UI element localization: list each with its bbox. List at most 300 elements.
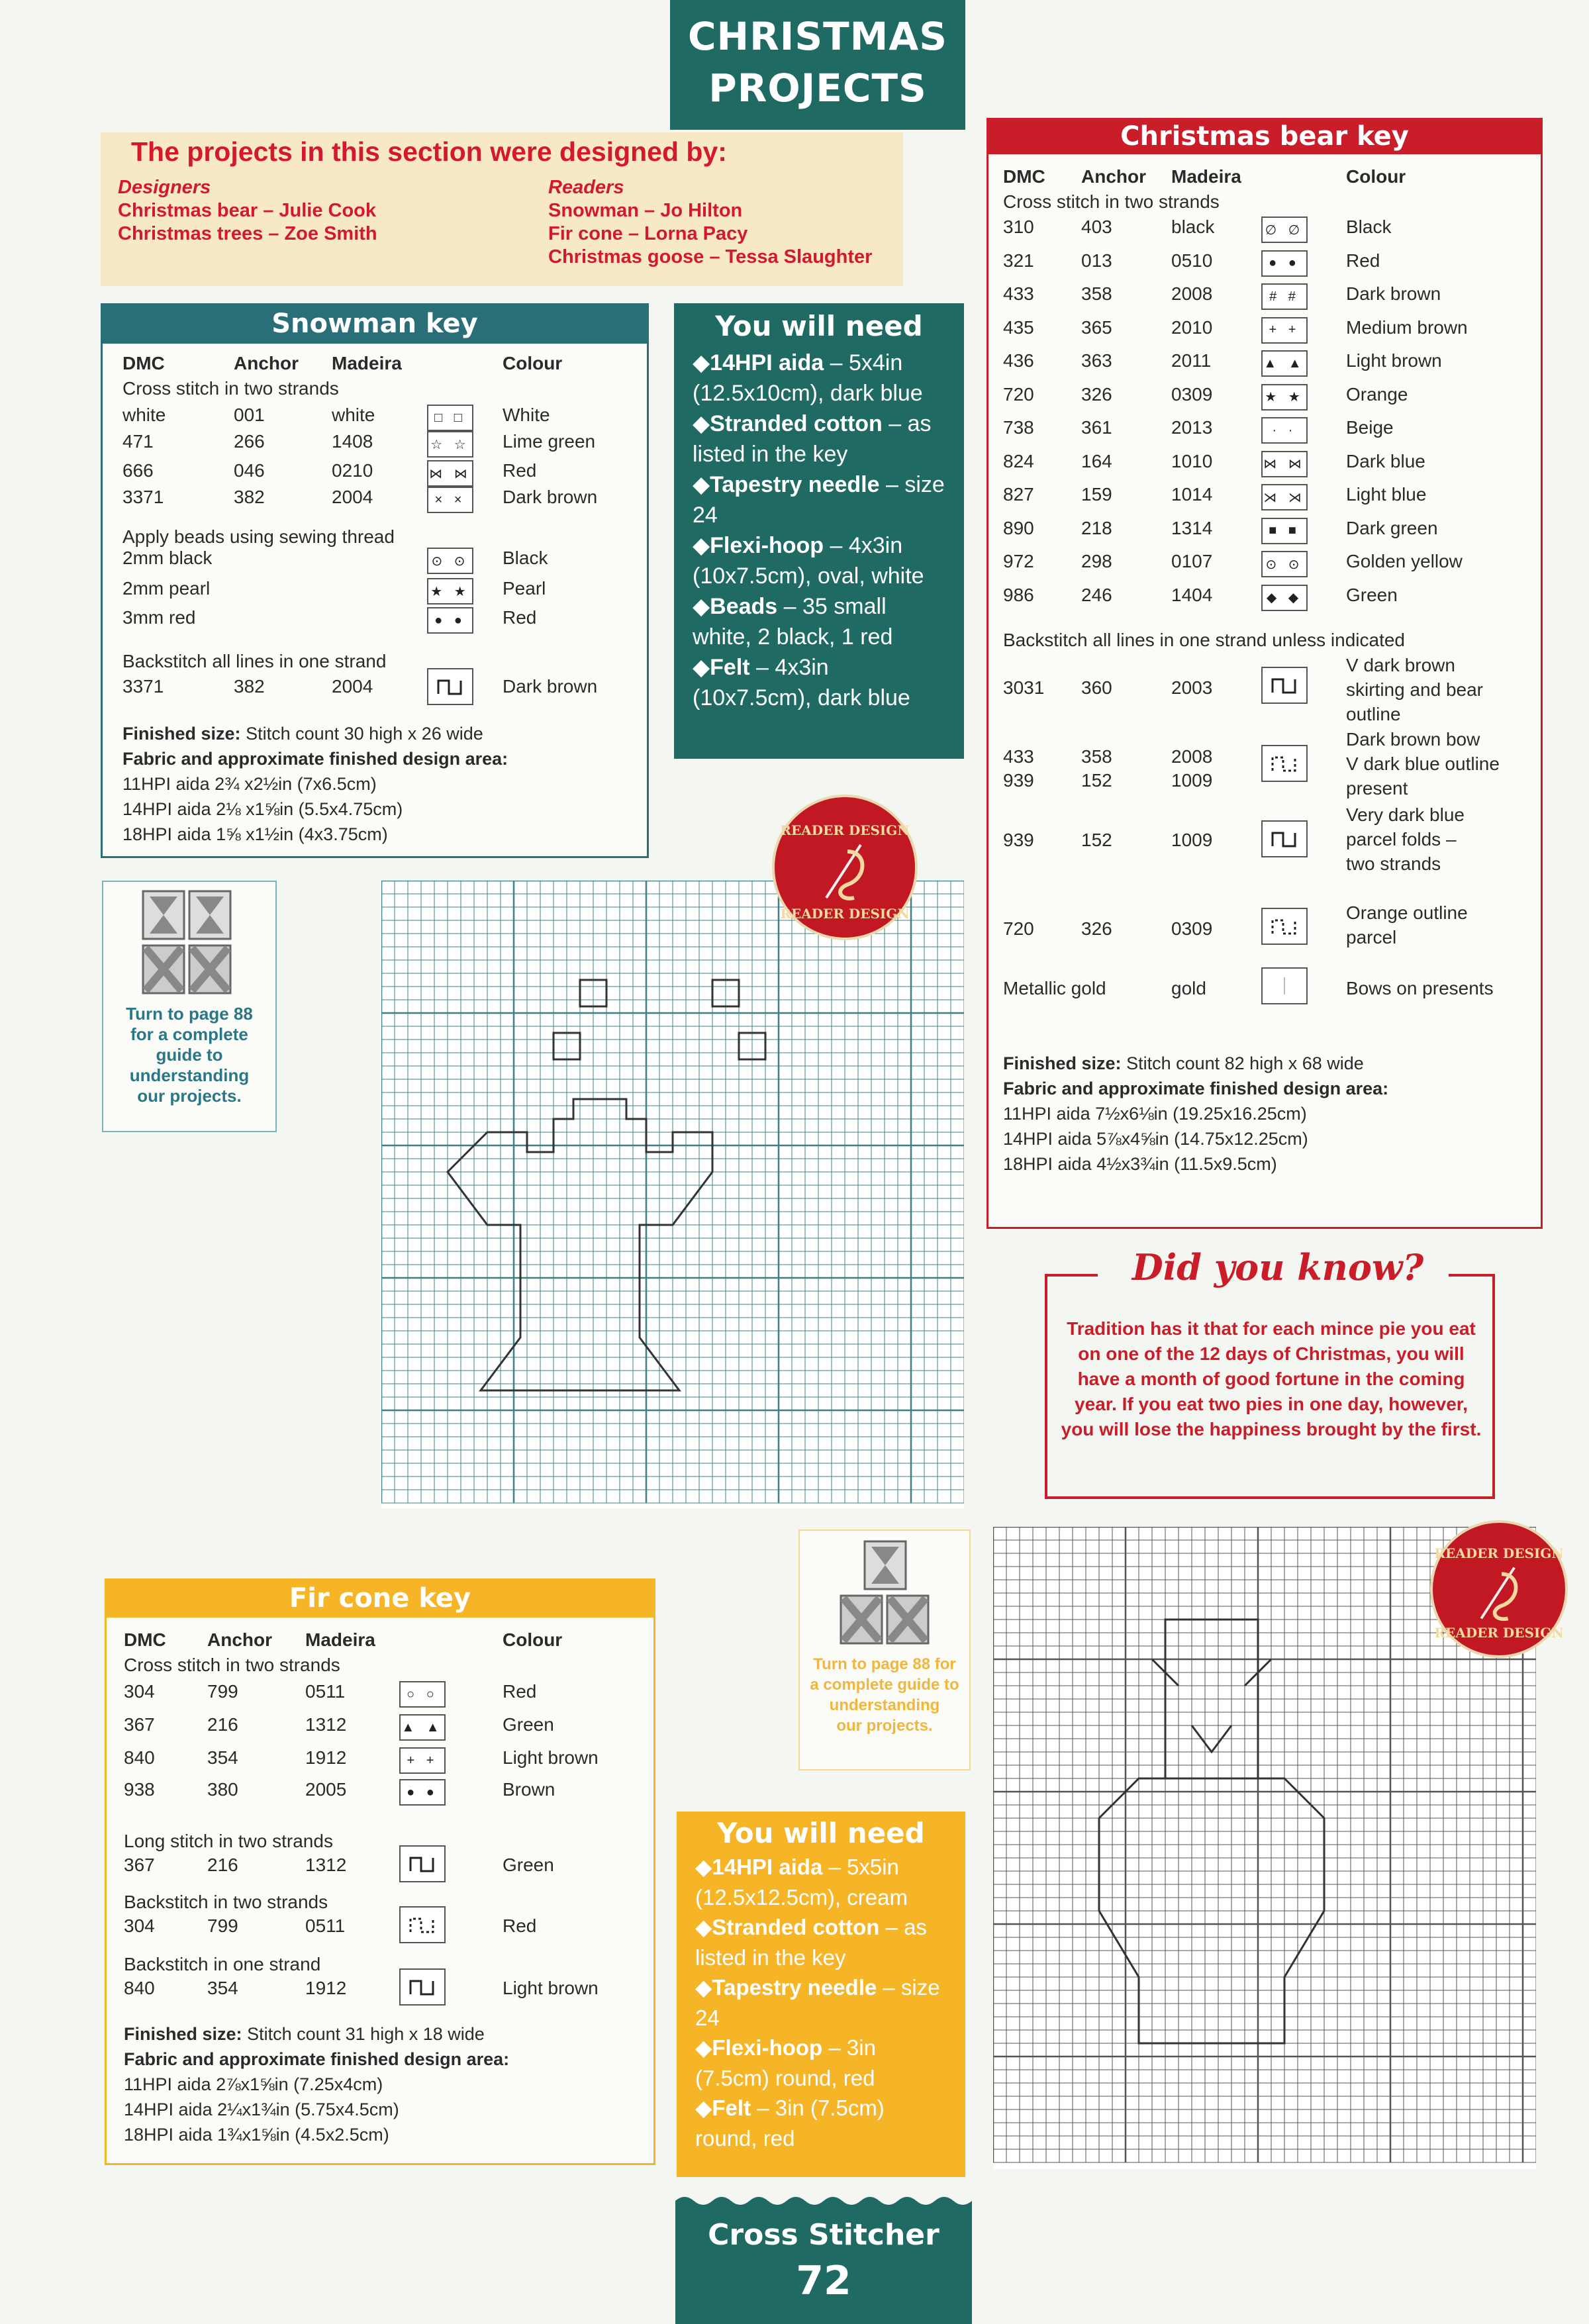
symbol-swatch: ▲ ▲	[399, 1714, 446, 1741]
fabric-label: Fabric and approximate finished design area:	[124, 2049, 510, 2069]
section-colour: Light brown	[503, 1978, 599, 1998]
need-item	[693, 530, 945, 591]
bead-size: 2mm black	[122, 548, 213, 568]
key-anchor: 159	[1081, 484, 1112, 505]
key-madeira: 0510	[1171, 250, 1213, 271]
badge-text: READER DESIGN	[780, 906, 910, 922]
bear-key-title: Christmas bear key	[988, 120, 1541, 154]
section-dmc: 367	[124, 1855, 155, 1875]
back-colour: parcel folds –	[1346, 829, 1457, 849]
designers-label: Designers	[118, 177, 211, 198]
key-colour: Light brown	[503, 1747, 599, 1768]
key-madeira: 1010	[1171, 450, 1213, 471]
need-item	[693, 469, 945, 530]
fabric-line: 11HPI aida 2¾ x2½in (7x6.5cm)	[122, 774, 377, 794]
snowman-chart-grid	[381, 881, 964, 1508]
col-colour: Colour	[503, 1629, 563, 1650]
key-colour: White	[503, 405, 550, 425]
back-madeira: gold	[1171, 978, 1206, 998]
reader-line: Christmas goose – Tessa Slaughter	[548, 246, 873, 267]
key-anchor: 046	[234, 460, 265, 481]
fabric-line: 14HPI aida 2¼x1¾in (5.75x4.5cm)	[124, 2100, 399, 2119]
reader-line: Fir cone – Lorna Pacy	[548, 223, 748, 244]
need-item-detail: – size 24	[693, 472, 945, 528]
col-anchor: Anchor	[1081, 166, 1146, 187]
key-colour: Dark green	[1346, 517, 1438, 538]
key-anchor: 382	[234, 487, 265, 507]
key-colour: Medium brown	[1346, 316, 1468, 338]
stitch-guide-icon	[142, 890, 234, 996]
col-madeira: Madeira	[1171, 166, 1241, 187]
symbol-swatch: ■ ■	[1261, 518, 1308, 544]
key-dmc: 321	[1003, 250, 1034, 271]
section-madeira: 1312	[305, 1855, 347, 1875]
fir-leaf-motif	[1152, 1659, 1271, 1752]
key-dmc: 890	[1003, 517, 1034, 538]
key-colour: Light blue	[1346, 484, 1427, 505]
key-colour: Black	[1346, 217, 1392, 237]
key-dmc: white	[122, 405, 166, 425]
symbol-swatch: □ □	[427, 405, 473, 431]
back-dmc: 3371	[122, 676, 164, 697]
key-anchor: 358	[1081, 283, 1112, 304]
bead-swatch: ★ ★	[427, 578, 473, 605]
did-you-know-rule	[1045, 1274, 1098, 1277]
guide-line: understanding	[129, 1065, 250, 1085]
need-item-detail: – 5x5in (12.5x12.5cm), cream	[695, 1855, 908, 1910]
back-dmc: Metallic gold	[1003, 978, 1106, 998]
key-colour: Beige	[1346, 417, 1394, 438]
bead-swatch: ⊙ ⊙	[427, 548, 473, 574]
key-dmc: 3371	[122, 487, 164, 507]
fabric-label: Fabric and approximate finished design area:	[1003, 1079, 1389, 1098]
col-madeira: Madeira	[332, 353, 402, 373]
bullet-icon: ◆	[693, 655, 710, 680]
key-colour: Dark blue	[1346, 450, 1425, 471]
symbol-swatch: ⋈ ⋈	[427, 460, 473, 487]
key-madeira: 1912	[305, 1747, 347, 1768]
bead-size: 2mm pearl	[122, 578, 211, 599]
back-anchor: 382	[234, 676, 265, 697]
did-you-know-title: Did you know?	[1132, 1246, 1424, 1288]
readers-column	[548, 176, 872, 269]
key-colour: Dark brown	[503, 487, 598, 507]
bullet-icon: ◆	[695, 1855, 712, 1879]
need-item-detail: – 4x3in (10x7.5cm), dark blue	[693, 655, 910, 710]
key-colour: Lime green	[503, 431, 596, 452]
key-anchor: 218	[1081, 517, 1112, 538]
key-colour: Red	[1346, 250, 1380, 271]
fabric-line: 18HPI aida 1⅝ x1½in (4x3.75cm)	[122, 824, 388, 844]
symbol-swatch: ▲ ▲	[1261, 350, 1308, 377]
back-colour: two strands	[1346, 853, 1441, 874]
key-madeira: 1408	[332, 431, 373, 452]
col-dmc: DMC	[1003, 166, 1045, 187]
back-colour: Very dark blue	[1346, 804, 1465, 825]
need-item	[693, 348, 945, 409]
back-dmc: 3031	[1003, 677, 1045, 698]
symbol-swatch: ∅ ∅	[1261, 217, 1308, 243]
backstitch-swatch	[1261, 745, 1308, 782]
need-item-detail: – as listed in the key	[693, 411, 932, 467]
back-anchor: 152	[1081, 770, 1112, 791]
need-item	[695, 1912, 947, 1972]
section-anchor: 354	[207, 1978, 238, 1998]
stitch-guide-icon	[840, 1540, 932, 1646]
bullet-icon: ◆	[695, 1915, 712, 1939]
section-label: Backstitch in two strands	[124, 1892, 328, 1912]
key-colour: Brown	[503, 1779, 555, 1800]
key-anchor: 216	[207, 1714, 238, 1735]
key-colour: Green	[503, 1714, 554, 1735]
section-title-line2: PROJECTS	[708, 66, 927, 111]
back-colour: V dark brown	[1346, 655, 1455, 675]
key-madeira: 2004	[332, 487, 373, 507]
page-footer	[675, 2192, 972, 2324]
backstitch-swatch	[427, 668, 473, 705]
finished-value: Stitch count 82 high x 68 wide	[1126, 1053, 1364, 1073]
key-madeira: 2010	[1171, 316, 1213, 338]
guide-box	[798, 1529, 971, 1770]
guide-text	[103, 1004, 275, 1106]
back-anchor: 326	[1081, 918, 1112, 939]
bullet-icon: ◆	[693, 594, 710, 619]
guide-text	[800, 1654, 969, 1736]
designers-title: The projects in this section were designed by:	[131, 136, 727, 167]
symbol-swatch: ● ●	[1261, 250, 1308, 277]
badge-text: READER DESIGN	[1434, 1625, 1564, 1641]
back-dmc: 433	[1003, 746, 1034, 767]
back-dmc: 720	[1003, 918, 1034, 939]
need-item	[695, 2093, 947, 2153]
guide-line: a complete guide to	[810, 1676, 959, 1694]
symbol-swatch: + +	[1261, 317, 1308, 344]
section-madeira: 1912	[305, 1978, 347, 1998]
backstitch-swatch	[1261, 667, 1308, 704]
key-anchor: 365	[1081, 316, 1112, 338]
key-madeira: 1014	[1171, 484, 1213, 505]
bullet-icon: ◆	[693, 350, 710, 375]
need-item-name: Tapestry needle	[712, 1975, 877, 2000]
key-anchor: 013	[1081, 250, 1112, 271]
back-colour: Bows on presents	[1346, 978, 1494, 998]
guide-line: understanding	[829, 1696, 940, 1714]
backstitch-swatch	[399, 1968, 446, 2006]
back-dmc: 939	[1003, 770, 1034, 791]
need-item-name: Beads	[710, 594, 778, 619]
fir-key-title: Fir cone key	[107, 1580, 653, 1618]
symbol-swatch: ⋈ ⋈	[1261, 451, 1308, 477]
section-title-line1: CHRISTMAS	[687, 14, 948, 59]
section-label: Backstitch in one strand	[124, 1954, 321, 1974]
col-colour: Colour	[503, 353, 563, 373]
col-anchor: Anchor	[207, 1629, 272, 1650]
guide-line: Turn to page 88 for	[813, 1655, 956, 1673]
bead-swatch: ● ●	[427, 607, 473, 634]
back-colour: Orange outline	[1346, 902, 1468, 923]
finished-info	[1003, 1051, 1388, 1177]
beads-label: Apply beads using sewing thread	[122, 526, 395, 547]
need-item	[693, 652, 945, 713]
col-dmc: DMC	[124, 1629, 166, 1650]
bullet-icon: ◆	[693, 533, 710, 558]
bullet-icon: ◆	[693, 472, 710, 497]
need-item-name: Felt	[712, 2096, 751, 2120]
guide-line: guide to	[156, 1045, 223, 1065]
fir-cone-key	[105, 1578, 655, 2165]
symbol-swatch: + +	[399, 1747, 446, 1774]
snowman-key	[101, 303, 649, 858]
needle-icon	[1475, 1561, 1528, 1625]
section-dmc: 840	[124, 1978, 155, 1998]
guide-line: for a complete	[130, 1024, 248, 1044]
key-dmc: 824	[1003, 450, 1034, 471]
guide-box	[102, 881, 277, 1132]
need-item	[695, 2033, 947, 2093]
did-you-know-rule	[1449, 1274, 1495, 1277]
key-anchor: 403	[1081, 217, 1112, 237]
key-dmc: 986	[1003, 584, 1034, 605]
backstitch-swatch	[1261, 967, 1308, 1004]
key-colour: Red	[503, 1681, 537, 1702]
badge-text: READER DESIGN	[780, 822, 910, 838]
symbol-swatch: ◆ ◆	[1261, 585, 1308, 611]
need-item-detail: – 3in (7.5cm) round, red	[695, 2035, 876, 2090]
fabric-line: 14HPI aida 2⅛ x1⅝in (5.5x4.75cm)	[122, 799, 403, 819]
need-item-name: Flexi-hoop	[710, 533, 824, 558]
fabric-line: 11HPI aida 7½x6⅛in (19.25x16.25cm)	[1003, 1104, 1307, 1124]
symbol-swatch: × ×	[427, 487, 473, 513]
backstitch-swatch	[1261, 820, 1308, 857]
finished-label: Finished size:	[124, 2024, 242, 2044]
back-colour: present	[1346, 778, 1408, 799]
section-dmc: 304	[124, 1915, 155, 1936]
designers-column	[118, 176, 377, 246]
symbol-swatch: ☆ ☆	[427, 431, 473, 458]
guide-line: Turn to page 88	[126, 1004, 253, 1024]
fabric-label: Fabric and approximate finished design area:	[122, 749, 508, 769]
symbol-swatch: ● ●	[399, 1779, 446, 1806]
back-colour: V dark blue outline	[1346, 753, 1500, 774]
back-colour: Dark brown bow	[1346, 729, 1480, 750]
cross-stitch-label: Cross stitch in two strands	[124, 1655, 340, 1675]
backstitch-swatch	[399, 1845, 446, 1882]
fabric-line: 14HPI aida 5⅞x4⅝in (14.75x12.25cm)	[1003, 1129, 1308, 1149]
key-anchor: 298	[1081, 551, 1112, 571]
backstitch-label: Backstitch all lines in one strand	[122, 651, 387, 671]
key-madeira: white	[332, 405, 375, 425]
key-madeira: 2008	[1171, 283, 1213, 304]
back-dmc: 939	[1003, 830, 1034, 850]
need-item	[695, 1852, 947, 1912]
need-item-detail: – 3in (7.5cm) round, red	[695, 2096, 885, 2151]
need-item-name: Flexi-hoop	[712, 2035, 823, 2060]
back-colour: skirting and bear	[1346, 679, 1484, 700]
key-anchor: 363	[1081, 350, 1112, 371]
key-dmc: 827	[1003, 484, 1034, 505]
key-madeira: 0309	[1171, 383, 1213, 405]
need-item-detail: – 4x3in (10x7.5cm), oval, white	[693, 533, 924, 589]
symbol-swatch: ⋊ ⋊	[1261, 484, 1308, 510]
designer-line: Christmas trees – Zoe Smith	[118, 223, 377, 244]
symbol-swatch: ★ ★	[1261, 384, 1308, 411]
key-dmc: 666	[122, 460, 154, 481]
need-item-name: Tapestry needle	[710, 472, 880, 497]
fabric-line: 11HPI aida 2⅞x1⅝in (7.25x4cm)	[124, 2074, 383, 2094]
reader-design-badge	[1430, 1520, 1568, 1658]
back-anchor: 358	[1081, 746, 1112, 767]
did-you-know-body: Tradition has it that for each mince pie you eat on one of the 12 days of Christmas, you will have a month of good fortune in the coming year. If you eat two pies in one day, however, you will lose the happiness brought by the first.	[1061, 1318, 1482, 1439]
back-madeira: 2003	[1171, 677, 1213, 698]
back-madeira: 1009	[1171, 770, 1213, 791]
finished-value: Stitch count 31 high x 18 wide	[247, 2024, 485, 2044]
key-anchor: 361	[1081, 417, 1112, 438]
key-anchor: 354	[207, 1747, 238, 1768]
key-dmc: 972	[1003, 551, 1034, 571]
you-will-need-title: You will need	[715, 310, 923, 342]
you-will-need-panel-2	[677, 1812, 965, 2177]
key-madeira: 2013	[1171, 417, 1213, 438]
key-madeira: 1314	[1171, 517, 1213, 538]
key-madeira: 2011	[1171, 350, 1212, 371]
key-dmc: 840	[124, 1747, 155, 1768]
christmas-bear-key	[987, 118, 1543, 1229]
need-item-detail: – 5x4in (12.5x10cm), dark blue	[693, 350, 923, 406]
symbol-swatch: ○ ○	[399, 1681, 446, 1708]
need-item-name: Stranded cotton	[710, 411, 883, 436]
snowman-key-title: Snowman key	[103, 305, 647, 344]
col-dmc: DMC	[122, 353, 165, 373]
bullet-icon: ◆	[695, 1975, 712, 2000]
needle-icon	[821, 838, 874, 904]
need-item-name: Stranded cotton	[712, 1915, 880, 1939]
section-colour: Red	[503, 1915, 537, 1936]
need-item-name: Felt	[710, 655, 750, 680]
need-item-name: 14HPI aida	[710, 350, 824, 375]
back-colour: Dark brown	[503, 676, 598, 697]
back-madeira: 2004	[332, 676, 373, 697]
key-colour: Green	[1346, 584, 1398, 605]
bullet-icon: ◆	[693, 411, 710, 436]
magazine-name: Cross Stitcher	[708, 2218, 939, 2252]
key-madeira: 0511	[305, 1681, 346, 1702]
need-item	[693, 409, 945, 469]
bead-colour: Black	[503, 548, 548, 568]
key-colour: Light brown	[1346, 350, 1442, 371]
key-madeira: 1312	[305, 1714, 347, 1735]
key-dmc: 310	[1003, 217, 1034, 237]
guide-line: our projects.	[836, 1717, 933, 1735]
key-madeira: black	[1171, 217, 1215, 237]
bullet-icon: ◆	[695, 2096, 712, 2120]
key-dmc: 367	[124, 1714, 155, 1735]
key-colour: Orange	[1346, 383, 1408, 405]
designers-panel	[101, 132, 903, 286]
key-anchor: 380	[207, 1779, 238, 1800]
fabric-line: 18HPI aida 4½x3¾in (11.5x9.5cm)	[1003, 1154, 1277, 1174]
key-anchor: 799	[207, 1681, 238, 1702]
finished-value: Stitch count 30 high x 26 wide	[246, 724, 483, 744]
symbol-swatch: ⊙ ⊙	[1261, 551, 1308, 577]
backstitch-label: Backstitch all lines in one strand unless indicated	[1003, 630, 1406, 650]
key-anchor: 266	[234, 431, 265, 452]
key-anchor: 326	[1081, 383, 1112, 405]
section-madeira: 0511	[305, 1915, 346, 1936]
key-dmc: 304	[124, 1681, 155, 1702]
col-anchor: Anchor	[234, 353, 299, 373]
need-item	[693, 591, 945, 652]
back-anchor: 152	[1081, 830, 1112, 850]
key-dmc: 738	[1003, 417, 1034, 438]
key-anchor: 164	[1081, 450, 1112, 471]
you-will-need-panel	[674, 303, 964, 759]
finished-info	[124, 2021, 509, 2147]
need-item	[695, 1972, 947, 2033]
key-dmc: 720	[1003, 383, 1034, 405]
key-anchor: 001	[234, 405, 265, 425]
designer-line: Christmas bear – Julie Cook	[118, 200, 377, 221]
key-dmc: 471	[122, 431, 154, 452]
key-colour: Golden yellow	[1346, 551, 1463, 571]
symbol-swatch: · ·	[1261, 417, 1308, 444]
key-madeira: 2005	[305, 1779, 347, 1800]
back-madeira: 2008	[1171, 746, 1213, 767]
key-madeira: 0210	[332, 460, 373, 481]
readers-label: Readers	[548, 177, 624, 198]
back-madeira: 1009	[1171, 830, 1213, 850]
back-colour: outline	[1346, 704, 1401, 724]
you-will-need-title: You will need	[717, 1817, 925, 1849]
bead-colour: Pearl	[503, 578, 546, 599]
symbol-swatch: # #	[1261, 283, 1308, 310]
key-colour: Red	[503, 460, 537, 481]
key-colour: Dark brown	[1346, 283, 1441, 304]
backstitch-swatch	[399, 1906, 446, 1943]
need-item-detail: – size 24	[695, 1975, 940, 2030]
back-madeira: 0309	[1171, 918, 1213, 939]
snowman-chart	[381, 881, 964, 1508]
col-colour: Colour	[1346, 166, 1406, 187]
need-item-name: 14HPI aida	[712, 1855, 823, 1879]
key-dmc: 436	[1003, 350, 1034, 371]
section-colour: Green	[503, 1855, 554, 1875]
fabric-line: 18HPI aida 1¾x1⅝in (4.5x2.5cm)	[124, 2125, 389, 2145]
backstitch-swatch	[1261, 908, 1308, 945]
key-dmc: 435	[1003, 316, 1034, 338]
key-madeira: 1404	[1171, 584, 1213, 605]
finished-label: Finished size:	[1003, 1053, 1122, 1073]
cross-stitch-label: Cross stitch in two strands	[1003, 191, 1220, 212]
back-anchor: 360	[1081, 677, 1112, 698]
bead-colour: Red	[503, 607, 537, 628]
section-header	[670, 0, 965, 130]
finished-info	[122, 721, 508, 847]
wave-edge	[675, 2192, 972, 2209]
need-item-detail: – 35 small white, 2 black, 1 red	[693, 594, 893, 650]
bead-size: 3mm red	[122, 607, 196, 628]
need-item-detail: – as listed in the key	[695, 1915, 927, 1970]
key-dmc: 433	[1003, 283, 1034, 304]
reader-design-badge	[772, 795, 918, 940]
key-anchor: 246	[1081, 584, 1112, 605]
section-anchor: 216	[207, 1855, 238, 1875]
section-label: Long stitch in two strands	[124, 1831, 333, 1851]
key-dmc: 938	[124, 1779, 155, 1800]
back-colour: parcel	[1346, 927, 1397, 947]
page-number: 72	[796, 2258, 851, 2304]
bullet-icon: ◆	[695, 2035, 712, 2060]
reader-line: Snowman – Jo Hilton	[548, 200, 743, 221]
